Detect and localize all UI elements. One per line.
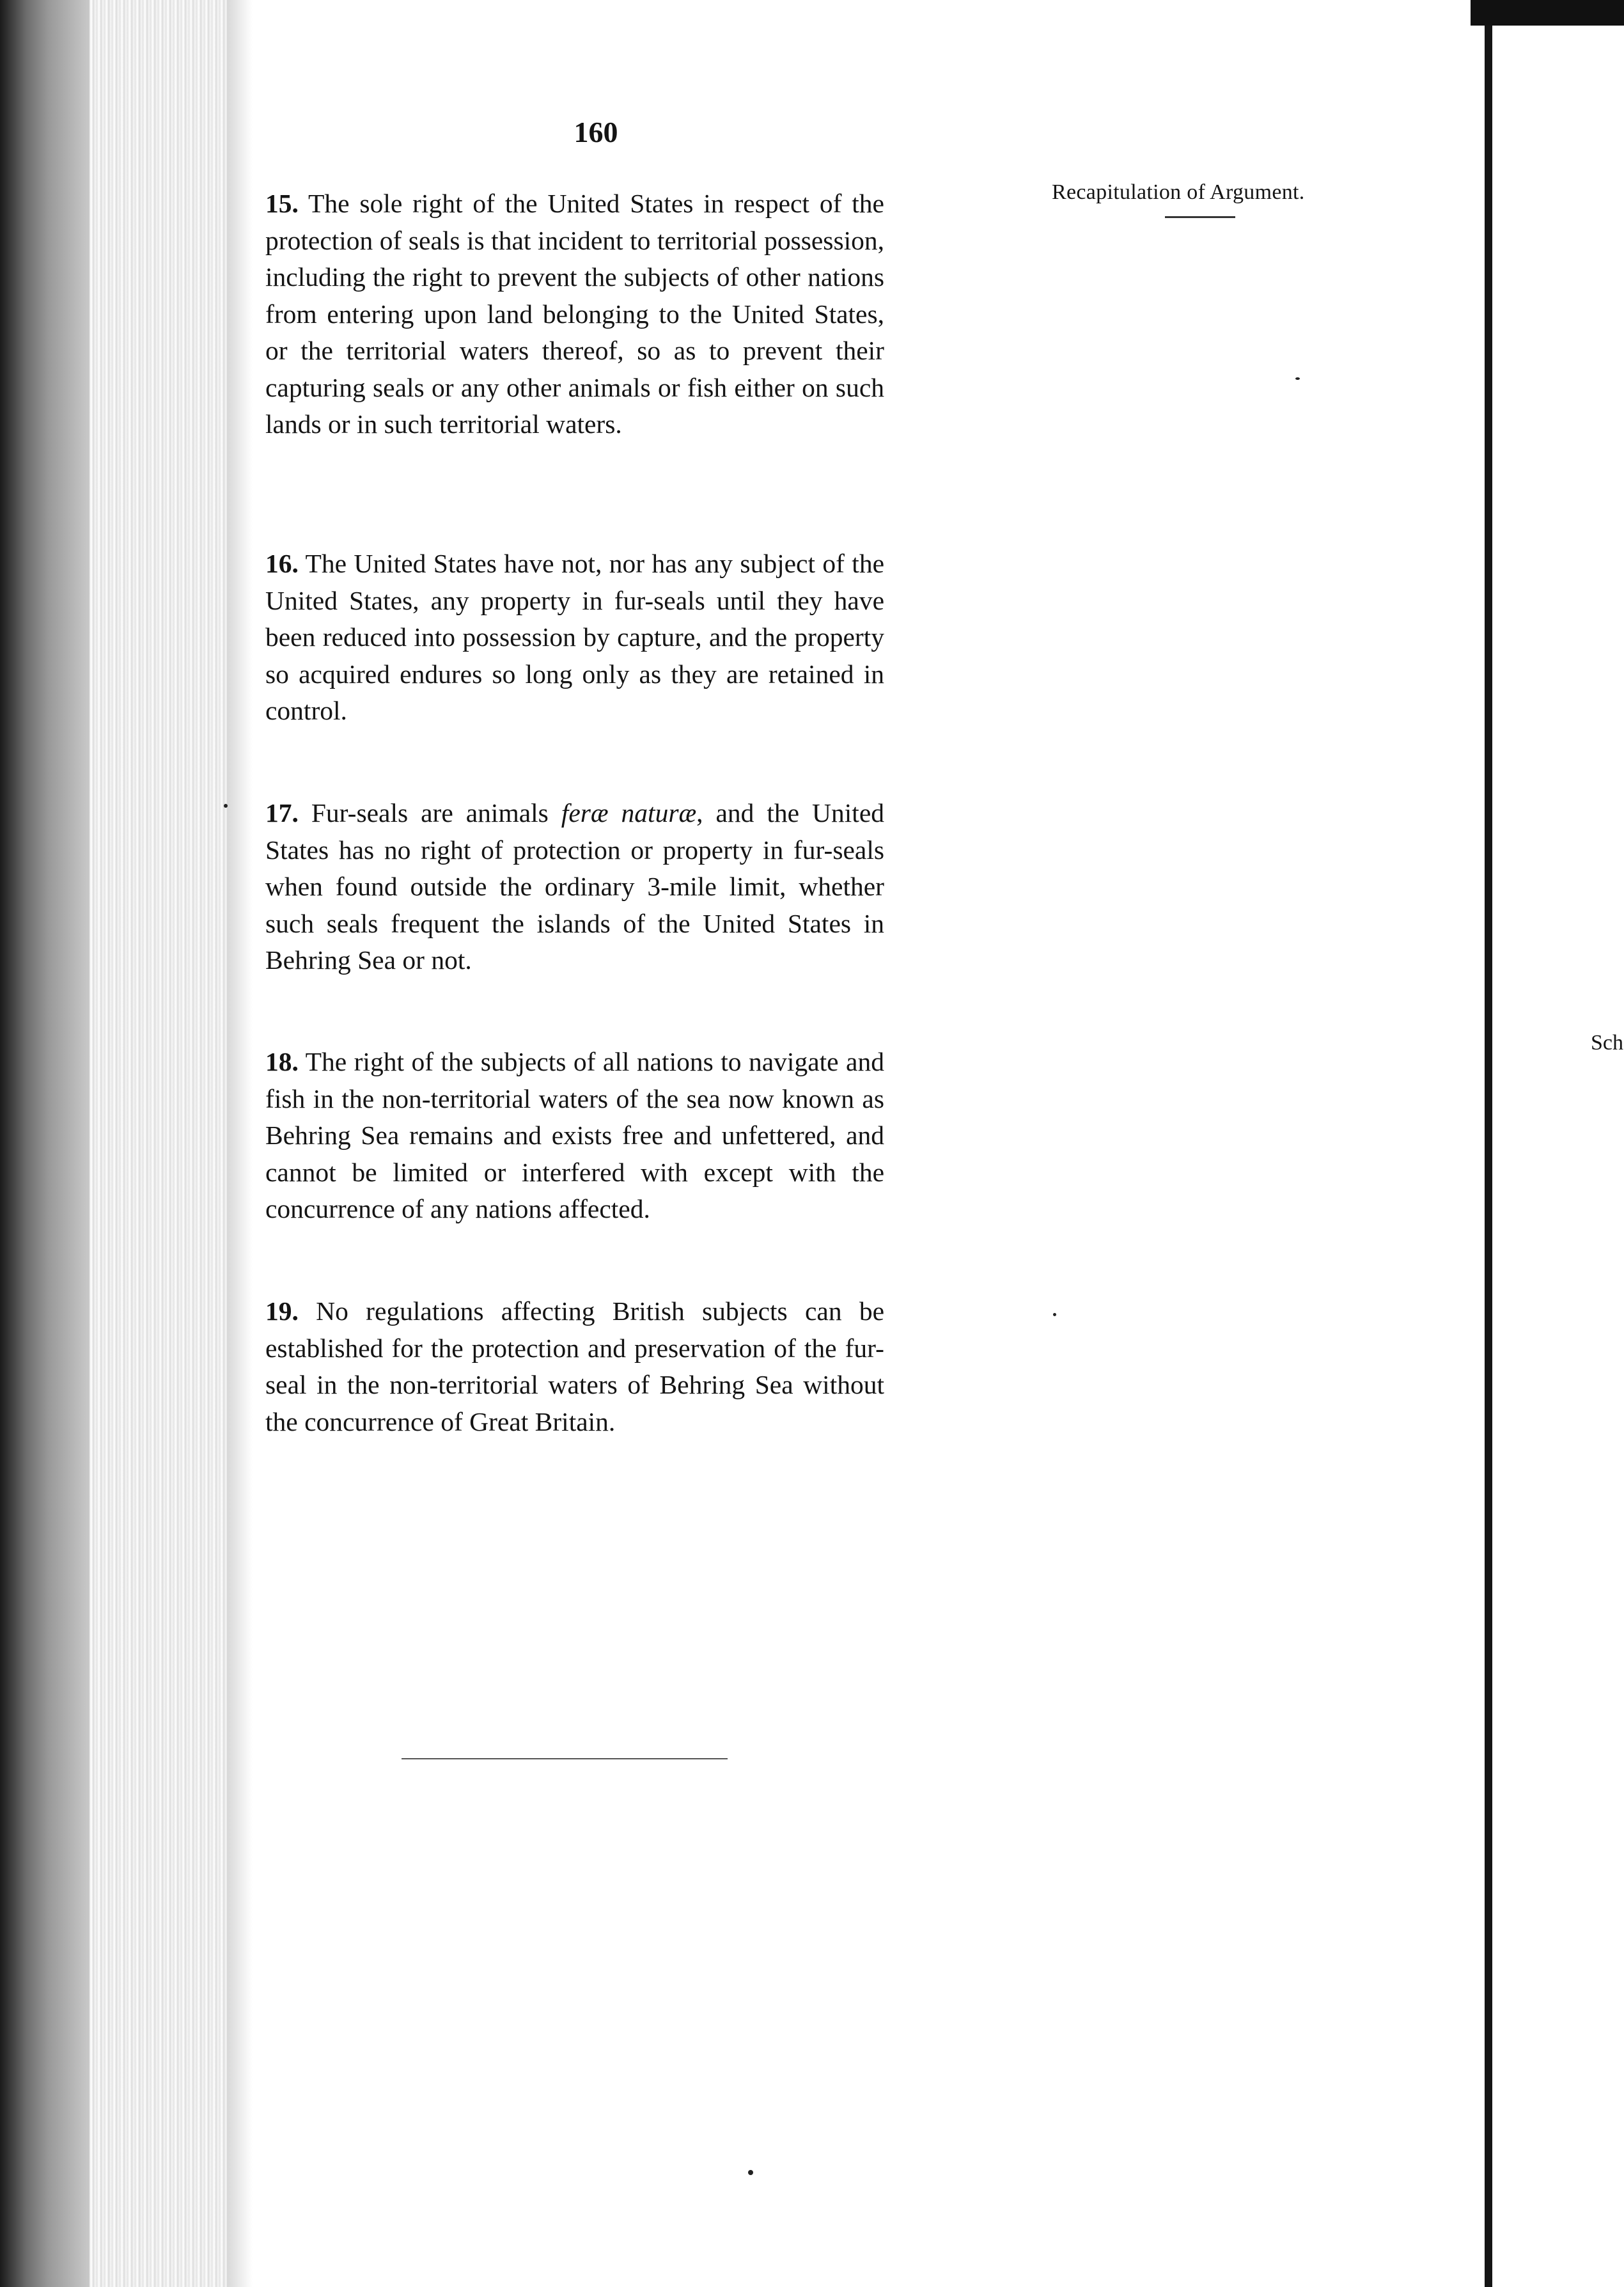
paragraph-text-after: , and the United States has no right of protection or property in fur-seals when found outside the ordinary 3-mile limit, whether such seals frequent the islands of the United States in Behring Sea or not. — [265, 798, 884, 975]
paragraph-number: 18. — [265, 1047, 299, 1076]
paragraph-text-before: Fur-seals are animals — [311, 798, 561, 828]
paragraph-number: 15. — [265, 189, 299, 218]
paragraph-17 — [265, 795, 884, 979]
paragraph-text: The sole right of the United States in respect of the protection of seals is that incident to territorial possession, including the right to prevent the subjects of other nations from entering upon land belonging to the United States, or the territorial waters thereof, so as to prevent their capturing seals or any other animals or fish either on such lands or in such territorial waters. — [265, 189, 884, 439]
facing-page-edge — [1485, 0, 1624, 2287]
scan-speck — [748, 2170, 753, 2175]
facing-page-border — [1485, 0, 1492, 2287]
paragraph-text: No regulations affecting British subjects can be established for the protection and preservation of the fur-seal in the non-territorial waters of Behring Sea without the concurrence of Great Britain. — [265, 1296, 884, 1436]
paragraph-number: 17. — [265, 798, 299, 828]
paragraph-number: 16. — [265, 549, 299, 578]
scan-speck — [1053, 1313, 1056, 1316]
paragraph-18 — [265, 1044, 884, 1228]
page-stack-edge — [90, 0, 227, 2287]
scan-speck — [1295, 377, 1300, 380]
facing-page-text-fragment: Sch — [1591, 1031, 1623, 1055]
paragraph-text: The right of the subjects of all nations to navigate and fish in the non-territorial waters of the sea now known as Behring Sea remains and exists free and unfettered, and cannot be limited or interfered with except with the concurrence of any nations affected. — [265, 1047, 884, 1223]
paragraph-text: The United States have not, nor has any subject of the United States, any property in fur-seals until they have been reduced into possession by capture, and the property so acquired endures so long only as they are retained in control. — [265, 549, 884, 725]
paragraph-16 — [265, 546, 884, 730]
paragraph-number: 19. — [265, 1296, 299, 1326]
closing-rule — [402, 1758, 728, 1759]
margin-heading-rule — [1165, 216, 1235, 218]
paragraph-19 — [265, 1293, 884, 1440]
paragraph-15 — [265, 185, 884, 443]
margin-heading: Recapitulation of Argument. — [1052, 180, 1305, 204]
latin-phrase: feræ naturæ — [561, 798, 697, 828]
page-number: 160 — [574, 116, 618, 148]
page-gutter-shadow — [227, 0, 253, 2287]
book-spine-shadow — [0, 0, 90, 2287]
scan-speck — [224, 804, 228, 808]
scan-corner — [1471, 0, 1624, 26]
